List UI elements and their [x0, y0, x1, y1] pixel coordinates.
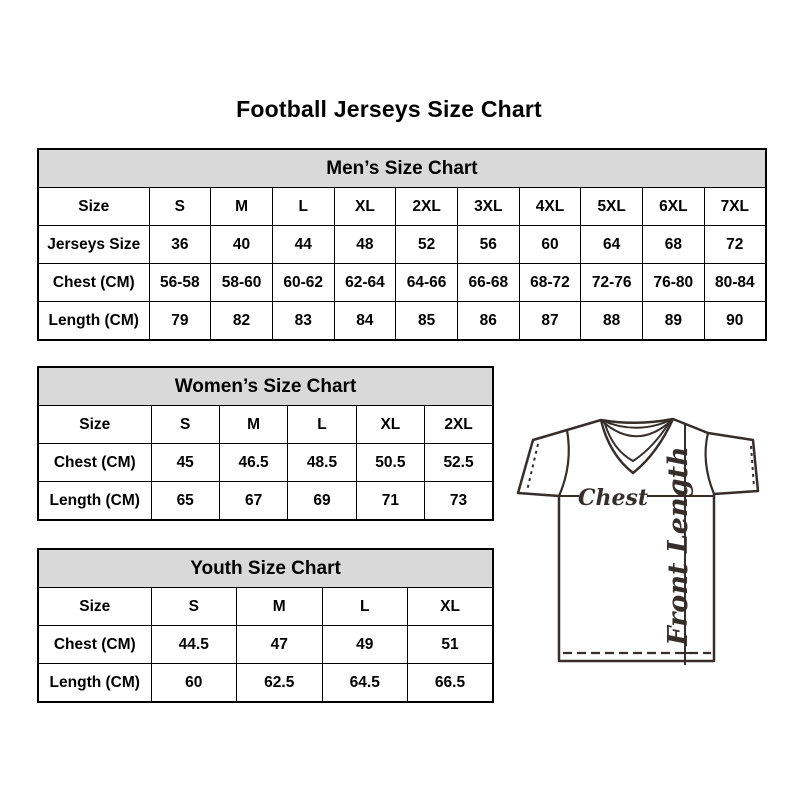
- column-header: S: [149, 188, 211, 226]
- column-header: XL: [334, 188, 396, 226]
- table-cell: 48.5: [288, 444, 356, 482]
- table-cell: 50.5: [356, 444, 424, 482]
- table-title: Women’s Size Chart: [38, 367, 493, 406]
- jersey-outline-icon: [518, 419, 758, 661]
- table-cell: 71: [356, 482, 424, 521]
- column-header: L: [272, 188, 334, 226]
- table-cell: 67: [219, 482, 287, 521]
- table-cell: 51: [408, 626, 494, 664]
- column-header: M: [211, 188, 273, 226]
- column-header: 4XL: [519, 188, 581, 226]
- table-cell: 48: [334, 226, 396, 264]
- table-cell: 44: [272, 226, 334, 264]
- table-cell: 76-80: [643, 264, 705, 302]
- right-armhole-seam: [706, 433, 714, 494]
- youth-size-table-container: [37, 548, 492, 703]
- table-cell: 82: [211, 302, 273, 341]
- table-cell: 64: [581, 226, 643, 264]
- row-label: Length (CM): [38, 302, 149, 341]
- row-label: Size: [38, 588, 151, 626]
- table-cell: 62-64: [334, 264, 396, 302]
- table-cell: 62.5: [237, 664, 323, 703]
- table-cell: 56: [457, 226, 519, 264]
- size-table: [37, 148, 767, 341]
- table-cell: 58-60: [211, 264, 273, 302]
- row-label: Size: [38, 188, 149, 226]
- table-header-row: [38, 588, 493, 626]
- table-cell: 36: [149, 226, 211, 264]
- page-title: Football Jerseys Size Chart: [236, 96, 542, 122]
- table-cell: 49: [322, 626, 408, 664]
- table-row: [38, 444, 493, 482]
- table-cell: 86: [457, 302, 519, 341]
- table-cell: 46.5: [219, 444, 287, 482]
- row-label: Jerseys Size: [38, 226, 149, 264]
- size-table: [37, 366, 494, 521]
- column-header: L: [322, 588, 408, 626]
- table-row: [38, 226, 766, 264]
- column-header: XL: [408, 588, 494, 626]
- table-row: [38, 482, 493, 521]
- table-cell: 87: [519, 302, 581, 341]
- table-cell: 66.5: [408, 664, 494, 703]
- row-label: Chest (CM): [38, 264, 149, 302]
- table-title-row: [38, 549, 493, 588]
- table-title: Youth Size Chart: [38, 549, 493, 588]
- table-cell: 52.5: [425, 444, 493, 482]
- table-row: [38, 264, 766, 302]
- column-header: S: [151, 406, 219, 444]
- table-row: [38, 302, 766, 341]
- table-cell: 79: [149, 302, 211, 341]
- table-cell: 72-76: [581, 264, 643, 302]
- column-header: 2XL: [425, 406, 493, 444]
- table-cell: 40: [211, 226, 273, 264]
- table-title: Men’s Size Chart: [38, 149, 766, 188]
- table-cell: 60-62: [272, 264, 334, 302]
- size-table: [37, 548, 494, 703]
- table-cell: 72: [704, 226, 766, 264]
- column-header: 2XL: [396, 188, 458, 226]
- row-label: Length (CM): [38, 664, 151, 703]
- table-cell: 80-84: [704, 264, 766, 302]
- row-label: Size: [38, 406, 151, 444]
- left-armhole-seam: [559, 430, 569, 496]
- table-cell: 56-58: [149, 264, 211, 302]
- table-cell: 52: [396, 226, 458, 264]
- column-header: L: [288, 406, 356, 444]
- table-row: [38, 626, 493, 664]
- table-cell: 64.5: [322, 664, 408, 703]
- womens-size-table-container: [37, 366, 492, 521]
- column-header: 6XL: [643, 188, 705, 226]
- column-header: 7XL: [704, 188, 766, 226]
- column-header: 5XL: [581, 188, 643, 226]
- table-cell: 60: [151, 664, 237, 703]
- table-title-row: [38, 367, 493, 406]
- table-header-row: [38, 406, 493, 444]
- table-cell: 84: [334, 302, 396, 341]
- table-cell: 60: [519, 226, 581, 264]
- table-cell: 83: [272, 302, 334, 341]
- column-header: M: [237, 588, 323, 626]
- table-row: [38, 664, 493, 703]
- table-cell: 45: [151, 444, 219, 482]
- table-cell: 69: [288, 482, 356, 521]
- table-cell: 64-66: [396, 264, 458, 302]
- table-cell: 88: [581, 302, 643, 341]
- table-cell: 68-72: [519, 264, 581, 302]
- table-cell: 90: [704, 302, 766, 341]
- column-header: 3XL: [457, 188, 519, 226]
- table-cell: 73: [425, 482, 493, 521]
- front-length-label: Front Length: [663, 446, 694, 646]
- table-cell: 44.5: [151, 626, 237, 664]
- chest-label: Chest: [577, 485, 649, 511]
- table-cell: 89: [643, 302, 705, 341]
- table-cell: 68: [643, 226, 705, 264]
- table-cell: 65: [151, 482, 219, 521]
- column-header: XL: [356, 406, 424, 444]
- table-title-row: [38, 149, 766, 188]
- jersey-measurement-diagram: [500, 402, 780, 677]
- row-label: Chest (CM): [38, 444, 151, 482]
- column-header: M: [219, 406, 287, 444]
- row-label: Chest (CM): [38, 626, 151, 664]
- column-header: S: [151, 588, 237, 626]
- mens-size-table-container: [37, 148, 765, 341]
- row-label: Length (CM): [38, 482, 151, 521]
- table-header-row: [38, 188, 766, 226]
- table-cell: 47: [237, 626, 323, 664]
- table-cell: 66-68: [457, 264, 519, 302]
- table-cell: 85: [396, 302, 458, 341]
